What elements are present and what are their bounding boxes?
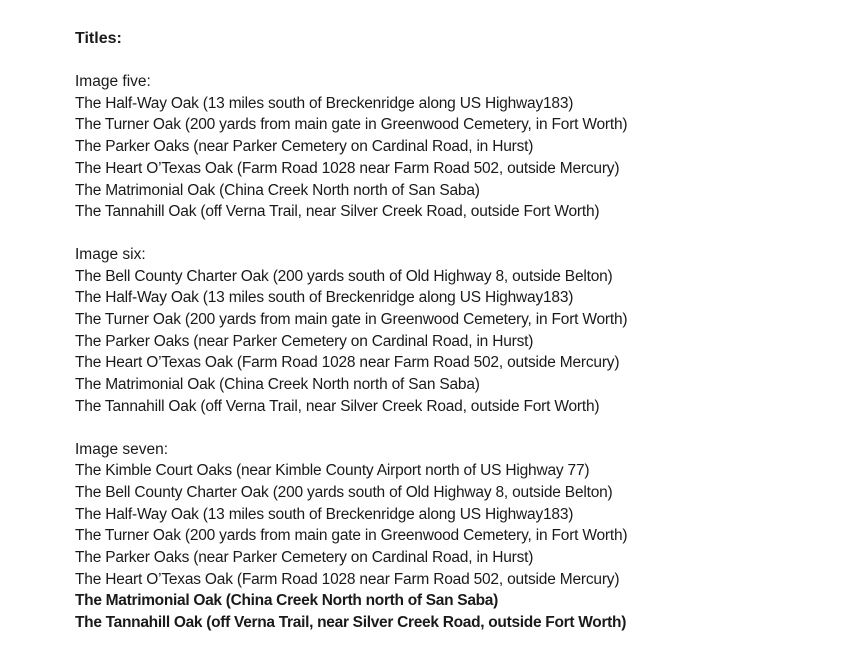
list-item: The Heart O’Texas Oak (Farm Road 1028 near Farm Road 502, outside Mercury) bbox=[75, 159, 620, 177]
list-item: The Matrimonial Oak (China Creek North north of San Saba) bbox=[75, 181, 480, 199]
list-item: The Half-Way Oak (13 miles south of Breckenridge along US Highway183) bbox=[75, 94, 574, 112]
list-item: The Parker Oaks (near Parker Cemetery on Cardinal Road, in Hurst) bbox=[75, 332, 534, 350]
list-item: The Half-Way Oak (13 miles south of Breckenridge along US Highway183) bbox=[75, 289, 574, 307]
document-page bbox=[75, 28, 835, 655]
list-item: The Half-Way Oak (13 miles south of Breckenridge along US Highway183) bbox=[75, 505, 574, 523]
list-item: The Parker Oaks (near Parker Cemetery on Cardinal Road, in Hurst) bbox=[75, 549, 534, 567]
list-item: The Heart O’Texas Oak (Farm Road 1028 near Farm Road 502, outside Mercury) bbox=[75, 570, 620, 588]
list-item: The Turner Oak (200 yards from main gate in Greenwood Cemetery, in Fort Worth) bbox=[75, 527, 628, 545]
section-image-seven bbox=[75, 439, 835, 634]
list-item: The Tannahill Oak (off Verna Trail, near Silver Creek Road, outside Fort Worth) bbox=[75, 614, 627, 632]
list-item: The Turner Oak (200 yards from main gate in Greenwood Cemetery, in Fort Worth) bbox=[75, 311, 628, 329]
section-image-six bbox=[75, 244, 835, 418]
section-heading: Image six: bbox=[75, 245, 146, 263]
list-item: The Bell County Charter Oak (200 yards south of Old Highway 8, outside Belton) bbox=[75, 267, 613, 285]
list-item: The Matrimonial Oak (China Creek North north of San Saba) bbox=[75, 376, 480, 394]
list-item: The Heart O’Texas Oak (Farm Road 1028 near Farm Road 502, outside Mercury) bbox=[75, 354, 620, 372]
list-item: The Turner Oak (200 yards from main gate in Greenwood Cemetery, in Fort Worth) bbox=[75, 116, 628, 134]
list-item: The Parker Oaks (near Parker Cemetery on Cardinal Road, in Hurst) bbox=[75, 138, 534, 156]
list-item: The Matrimonial Oak (China Creek North north of San Saba) bbox=[75, 592, 498, 610]
list-item: The Bell County Charter Oak (200 yards south of Old Highway 8, outside Belton) bbox=[75, 483, 613, 501]
section-heading: Image seven: bbox=[75, 440, 169, 458]
section-image-five bbox=[75, 71, 835, 223]
list-item: The Tannahill Oak (off Verna Trail, near Silver Creek Road, outside Fort Worth) bbox=[75, 203, 600, 221]
list-item: The Tannahill Oak (off Verna Trail, near Silver Creek Road, outside Fort Worth) bbox=[75, 397, 600, 415]
list-item: The Kimble Court Oaks (near Kimble County Airport north of US Highway 77) bbox=[75, 462, 590, 480]
section-heading: Image five: bbox=[75, 73, 151, 90]
document-title: Titles: bbox=[75, 30, 122, 47]
